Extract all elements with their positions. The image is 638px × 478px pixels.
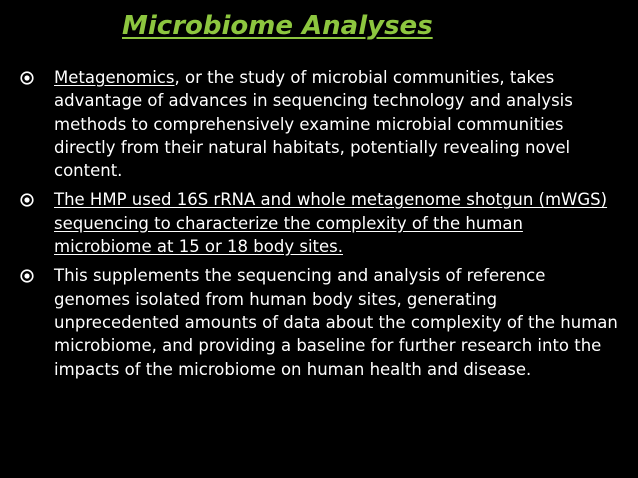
bullet-item-reference-genomes <box>20 264 620 380</box>
bullet-text: This supplements the sequencing and analysis of reference genomes isolated from human body sites, generating unprecedented amounts of data about the complexity of the human microbiome, and providing a baseline for further research into the impacts of the microbiome on human health and disease. <box>54 266 618 379</box>
bullet-text-rest: , or the study of microbial communities, takes advantage of advances in sequencing technology and analysis methods to comprehensively examine microbial communities directly from their natural habitats, potentially revealing novel content. <box>54 68 573 181</box>
bullet-item-hmp <box>20 188 620 258</box>
circled-dot-icon <box>20 71 34 85</box>
bullet-item-metagenomics <box>20 66 620 182</box>
bullet-text <box>54 188 620 258</box>
bullet-text <box>54 66 620 182</box>
hmp-sequencing-link[interactable]: The HMP used 16S rRNA and whole metagenome shotgun (mWGS) sequencing to characterize the complexity of the human microbiome at 15 or 18 body sites. <box>54 190 608 257</box>
bullet-list <box>20 66 620 387</box>
slide-title: Microbiome Analyses <box>122 11 433 41</box>
metagenomics-link[interactable]: Metagenomics <box>54 68 175 87</box>
circled-dot-icon <box>20 193 34 207</box>
circled-dot-icon <box>20 269 34 283</box>
